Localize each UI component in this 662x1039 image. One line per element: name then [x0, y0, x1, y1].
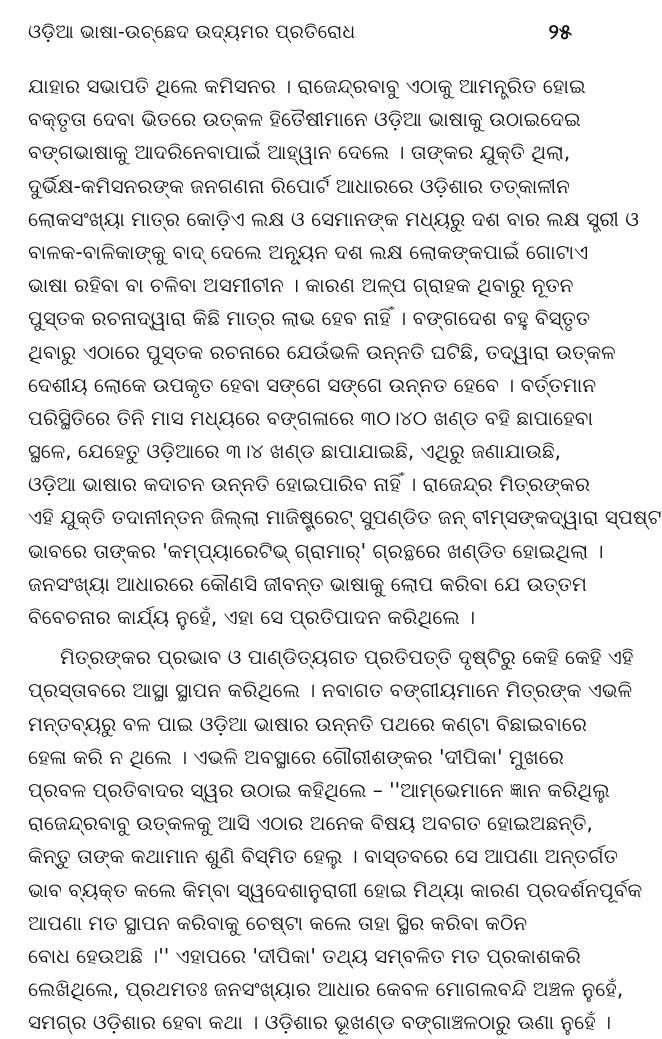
text-line: ଭାବ ବ୍ୟକ୍ତ କଲେ କିମ୍ବା ସ୍ୱଦେଶାନୁରାଗୀ ହୋଇ ମିଥ୍ୟା କାରଣ ପ୍ରଦର୍ଶନପୂର୍ବକ — [28, 877, 643, 902]
text-line: ହେଳା କରି ନ ଥିଲେ । ଏଭଳି ଅବସ୍ଥାରେ ଗୌରୀଶଙ୍କର 'ଦୀପିକା' ମୁଖରେ — [28, 744, 564, 769]
text-line: ପରିସ୍ଥିତିରେ ତିନି ମାସ ମଧ୍ୟରେ ବଙ୍ଗଳାରେ ୩୦।୪୦ ଖଣ୍ଡ ବହି ଛାପାହେବା — [28, 405, 593, 430]
running-header — [28, 16, 572, 48]
text-line: ପୁସ୍ତକ ରଚନାଦ୍ୱାରା କିଛି ମାତ୍ର ଲାଭ ହେବ ନାହିଁ । ବଙ୍ଗଦେଶ ବହୁ ବିସ୍ତୃତ — [28, 306, 591, 331]
text-line: ପ୍ରବଳ ପ୍ରତିବାଦର ସ୍ୱର ଉଠାଇ କହିଥିଲେ – ''ଆମ୍ଭେମାନେ ଜ୍ଞାନ କରିଥିଲୁ — [28, 777, 610, 802]
page-number: ୨୫ — [548, 19, 572, 44]
text-line: ଥିବାରୁ ଏଠାରେ ପୁସ୍ତକ ରଚନାରେ ଯେଉଁଭଳି ଉନ୍ନତି ଘଟିଛି, ତଦ୍ୱାରା ଉତ୍କଳ — [28, 339, 616, 364]
body-text — [28, 70, 662, 1039]
text-line: ଜନସଂଖ୍ୟା ଆଧାରରେ କୌଣସି ଜୀବନ୍ତ ଭାଷାକୁ ଲୋପ କରିବା ଯେ ଉତ୍ତମ — [28, 571, 587, 596]
running-title: ଓଡ଼ିଆ ଭାଷା-ଉଚ୍ଛେଦ ଉଦ୍ୟମର ପ୍ରତିରୋଧ — [28, 21, 356, 43]
text-line: ସମଗ୍ର ଓଡ଼ିଶାର ହେବା କଥା । ଓଡ଼ିଶାର ଭୂଖଣ୍ଡ ବଙ୍ଗାଞ୍ଚଳଠାରୁ ଊଣା ନୁହେଁ । — [28, 1010, 612, 1035]
text-line: ମିତ୍ରଙ୍କର ପ୍ରଭାବ ଓ ପାଣ୍ଡିତ୍ୟଗତ ପ୍ରତିପତ୍ତି ଦୃଷ୍ଟିରୁ କେହି କେହି ଏହି — [60, 645, 634, 670]
text-line: ଯାହାର ସଭାପତି ଥିଲେ କମିସନର । ରାଜେନ୍ଦ୍ରବାବୁ ଏଠାକୁ ଆମନ୍ତ୍ରିତ ହୋଇ — [28, 74, 586, 98]
text-line: ବାଳକ-ବାଳିକାଙ୍କୁ ବାଦ୍ ଦେଲେ ଅନ୍ୟୂନ ଦଶ ଲକ୍ଷ ଲୋକଙ୍କପାଇଁ ଗୋଟାଏ — [28, 239, 589, 264]
text-line: ପ୍ରସ୍ତାବରେ ଆସ୍ଥା ସ୍ଥାପନ କରିଥିଲେ । ନବାଗତ ବଙ୍ଗୀୟମାନେ ମିତ୍ରଙ୍କ ଏଭଳି — [28, 678, 633, 703]
text-line: ମନ୍ତବ୍ୟରୁ ବଳ ପାଇ ଓଡ଼ିଆ ଭାଷାର ଉନ୍ନତି ପଥରେ କଣ୍ଟା ବିଛାଇବାରେ — [28, 711, 587, 736]
text-line: ଦେଶୀୟ ଲୋକେ ଉପକୃତ ହେବା ସଙ୍ଗେ ସଙ୍ଗେ ଉନ୍ନତ ହେବେ । ବର୍ତ୍ତମାନ — [28, 372, 597, 397]
text-line: ଏହି ଯୁକ୍ତି ତଦାନୀନ୍ତନ ଜିଲ୍ଲା ମାଜିଷ୍ଟ୍ରେଟ୍ ସୁପଣ୍ଡିତ ଜନ୍ ବୀମ୍‌ସଙ୍କଦ୍ୱାରା ସ୍ପଷ୍ଟ — [28, 505, 662, 530]
paragraph-2 — [28, 641, 643, 1039]
text-line: ଆପଣା ମତ ସ୍ଥାପନ କରିବାକୁ ଚେଷ୍ଟା କଲେ ତାହା ସ୍ଥିର କରିବା କଠିନ — [28, 910, 528, 935]
text-line: ଦୁର୍ଭିକ୍ଷ-କମିସନରଙ୍କ ଜନଗଣନା ରିପୋର୍ଟ ଆଧାରରେ ଓଡ଼ିଶାର ତତ୍କାଳୀନ — [28, 173, 570, 198]
paragraph-1 — [28, 70, 662, 634]
text-line: ବୋଧ ହେଉଅଛି ।'' ଏହାପରେ 'ଦୀପିକା' ତଥ୍ୟ ସମ୍ବଳିତ ମତ ପ୍ରକାଶକରି — [28, 943, 581, 968]
text-line: କିନ୍ତୁ ତାଙ୍କ କଥାମାନ ଶୁଣି ବିସ୍ମିତ ହେଲୁ । ବାସ୍ତବରେ ସେ ଆପଣା ଅନ୍ତର୍ଗତ — [28, 844, 619, 869]
text-line: ଲେଖିଥିଲେ, ପ୍ରଥମତଃ ଜନସଂଖ୍ୟାର ଆଧାର କେବଳ ମୋଗଲବନ୍ଦି ଅଞ୍ଚଳ ନୁହେଁ, — [28, 977, 624, 1002]
text-line: ଭାଷା ରହିବା ବା ଚଳିବା ଅସମୀଚୀନ । କାରଣ ଅଳ୍ପ ଗ୍ରାହକ ଥିବାରୁ ନୂତନ — [28, 273, 574, 298]
text-line: ସ୍ଥଳେ, ଯେହେତୁ ଓଡ଼ିଆରେ ୩।୪ ଖଣ୍ଡ ଛାପାଯାଇଛି, ଏଥିରୁ ଜଣାଯାଉଛି, — [28, 439, 562, 464]
text-line: ବଙ୍ଗଭାଷାକୁ ଆଦରିନେବାପାଇଁ ଆହ୍ୱାନ ଦେଲେ । ତାଙ୍କର ଯୁକ୍ତି ଥିଲା, — [28, 140, 571, 165]
text-line: ରାଜେନ୍ଦ୍ରବାବୁ ଉତ୍କଳକୁ ଆସି ଏଠାର ଅନେକ ବିଷୟ ଅବଗତ ହୋଇଅଛନ୍ତି, — [28, 811, 593, 836]
text-line: ଲୋକସଂଖ୍ୟା ମାତ୍ର କୋଡ଼ିଏ ଲକ୍ଷ ଓ ସେମାନଙ୍କ ମଧ୍ୟରୁ ଦଶ ବାର ଲକ୍ଷ ସ୍ତ୍ରୀ ଓ — [28, 206, 639, 231]
text-line: ବକ୍ତୃତା ଦେବା ଭିତରେ ଉତ୍କଳ ହିତୈଷୀମାନେ ଓଡ଼ିଆ ଭାଷାକୁ ଉଠାଇଦେଇ — [28, 107, 581, 132]
text-line: ବିବେଚନାର କାର୍ଯ୍ୟ ନୁହେଁ, ଏହା ସେ ପ୍ରତିପାଦନ କରିଥିଲେ । — [28, 605, 476, 629]
text-line: ଭାବରେ ତାଙ୍କର 'କମ୍ପ୍ୟାରେଟିଭ୍ ଗ୍ରାମାର୍' ଗ୍ରନ୍ଥରେ ଖଣ୍ଡିତ ହୋଇଥିଲା । — [28, 538, 604, 563]
paragraph-gap — [28, 634, 572, 641]
text-line: ଓଡ଼ିଆ ଭାଷାର କଦାଚନ ଉନ୍ନତି ହୋଇପାରିବ ନାହିଁ । ରାଜେନ୍ଦ୍ର ମିତ୍ରଙ୍କର — [28, 472, 590, 497]
